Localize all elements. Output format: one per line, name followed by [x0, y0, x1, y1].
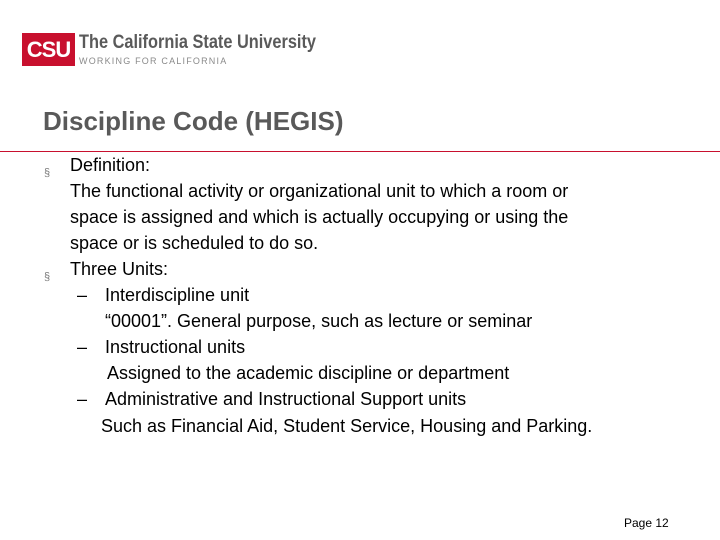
definition-line: space or is scheduled to do so.: [70, 233, 319, 253]
slide-title: Discipline Code (HEGIS): [43, 106, 344, 136]
unit-detail: Assigned to the academic discipline or department: [107, 363, 510, 383]
page-number: Page 12: [624, 516, 669, 530]
unit-detail: “00001”. General purpose, such as lecture or seminar: [105, 311, 533, 331]
dash-marker: –: [77, 337, 88, 357]
dash-marker: –: [77, 389, 88, 409]
definition-line: The functional activity or organizational unit to which a room or: [70, 181, 569, 201]
units-heading: Three Units:: [70, 259, 169, 279]
unit-detail: Such as Financial Aid, Student Service, Housing and Parking.: [101, 416, 593, 436]
unit-label: Instructional units: [105, 337, 246, 357]
university-name: The California State University: [79, 32, 316, 53]
csu-logo: [22, 31, 322, 67]
university-tagline: WORKING FOR CALIFORNIA: [79, 56, 228, 66]
unit-label: Administrative and Instructional Support units: [105, 389, 467, 409]
definition-line: space is assigned and which is actually occupying or using the: [70, 207, 569, 227]
bullet-icon: §: [44, 167, 51, 179]
csu-logo-mark: CSU: [22, 33, 75, 66]
definition-heading: Definition:: [70, 155, 151, 175]
bullet-icon: §: [44, 271, 51, 283]
unit-label: Interdiscipline unit: [105, 285, 250, 305]
dash-marker: –: [77, 285, 88, 305]
